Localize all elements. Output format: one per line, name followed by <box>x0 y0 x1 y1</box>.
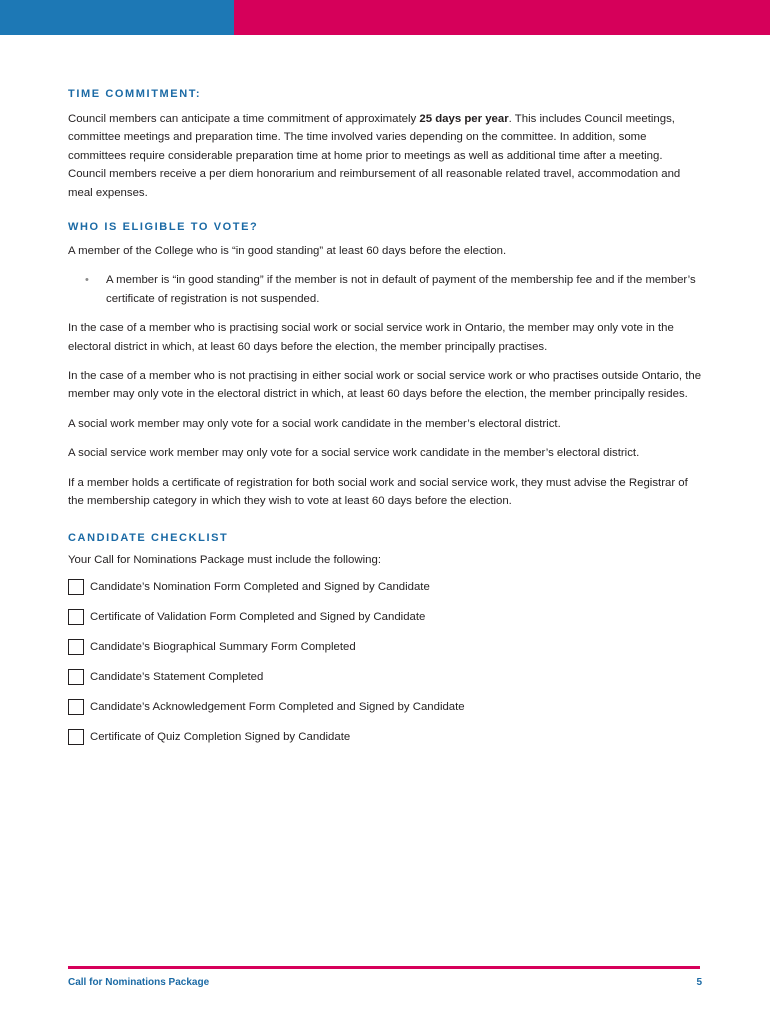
footer-rule <box>68 966 700 969</box>
checkbox[interactable] <box>68 729 84 745</box>
checkbox[interactable] <box>68 699 84 715</box>
checklist <box>68 577 702 747</box>
checklist-item <box>68 697 702 717</box>
eligible-to-vote-heading: WHO IS ELIGIBLE TO VOTE? <box>68 221 259 234</box>
time-text-before: Council members can anticipate a time commitment of approximately <box>68 113 420 125</box>
checklist-item <box>68 637 702 657</box>
social-service-work-paragraph: A social service work member may only vote for a social service work candidate in the member’s electoral district. <box>68 447 640 460</box>
page-number: 5 <box>696 977 702 988</box>
time-commitment-paragraph <box>68 110 702 202</box>
bullet-text: A member is “in good standing” if the member is not in default of payment of the membership fee and if the member’s certificate of registration is not suspended. <box>106 274 696 305</box>
both-certificates-paragraph: If a member holds a certificate of registration for both social work and social service work, they must advise the Registrar of the membership category in which they wish to vote at least 60 days before the election. <box>68 476 688 508</box>
checklist-item <box>68 667 702 687</box>
checklist-item <box>68 577 702 597</box>
bullet-marker: • <box>85 274 89 287</box>
time-text-after: . This includes Council meetings, committee meetings and preparation time. The time involved varies depending on the committee. In addition, some committees require considerable preparation time at home prior to meetings as well as additional time after a meeting. Council members receive a per diem honorarium and reimbursement of all reasonable related travel, accommodation and meal expenses. <box>68 113 681 199</box>
checklist-item-label: Certificate of Quiz Completion Signed by Candidate <box>90 730 351 743</box>
checklist-item <box>68 727 702 747</box>
header-bar-blue <box>0 0 234 35</box>
footer-title: Call for Nominations Package <box>68 977 210 988</box>
checklist-item <box>68 607 702 627</box>
checklist-item-label: Candidate’s Biographical Summary Form Completed <box>90 640 356 653</box>
checklist-intro: Your Call for Nominations Package must include the following: <box>68 553 381 566</box>
checklist-item-label: Candidate’s Nomination Form Completed and Signed by Candidate <box>90 580 430 593</box>
time-text-bold: 25 days per year <box>419 113 509 125</box>
practising-paragraph: In the case of a member who is practising social work or social service work in Ontario, the member may only vote in the electoral district in which, at least 60 days before the election, the member principally practises. <box>68 322 674 353</box>
header-bar-pink <box>234 0 770 35</box>
page-content <box>68 86 702 757</box>
social-work-paragraph: A social work member may only vote for a social work candidate in the member’s electoral district. <box>68 417 561 430</box>
checklist-item-label: Candidate’s Acknowledgement Form Completed and Signed by Candidate <box>90 700 465 713</box>
not-practising-paragraph: In the case of a member who is not practising in either social work or social service work or who practises outside Ontario, the member may only vote in the electoral district in which, at least 60 days before the election, the member principally resides. <box>68 370 702 401</box>
checkbox[interactable] <box>68 669 84 685</box>
checkbox[interactable] <box>68 609 84 625</box>
checkbox[interactable] <box>68 639 84 655</box>
checklist-item-label: Certificate of Validation Form Completed and Signed by Candidate <box>90 610 426 623</box>
good-standing-paragraph: A member of the College who is “in good standing” at least 60 days before the election. <box>68 245 507 258</box>
checklist-item-label: Candidate’s Statement Completed <box>90 670 264 683</box>
bullet-item <box>68 271 702 308</box>
time-commitment-heading: TIME COMMITMENT: <box>68 88 202 100</box>
candidate-checklist-heading: CANDIDATE CHECKLIST <box>68 531 229 544</box>
checkbox[interactable] <box>68 579 84 595</box>
